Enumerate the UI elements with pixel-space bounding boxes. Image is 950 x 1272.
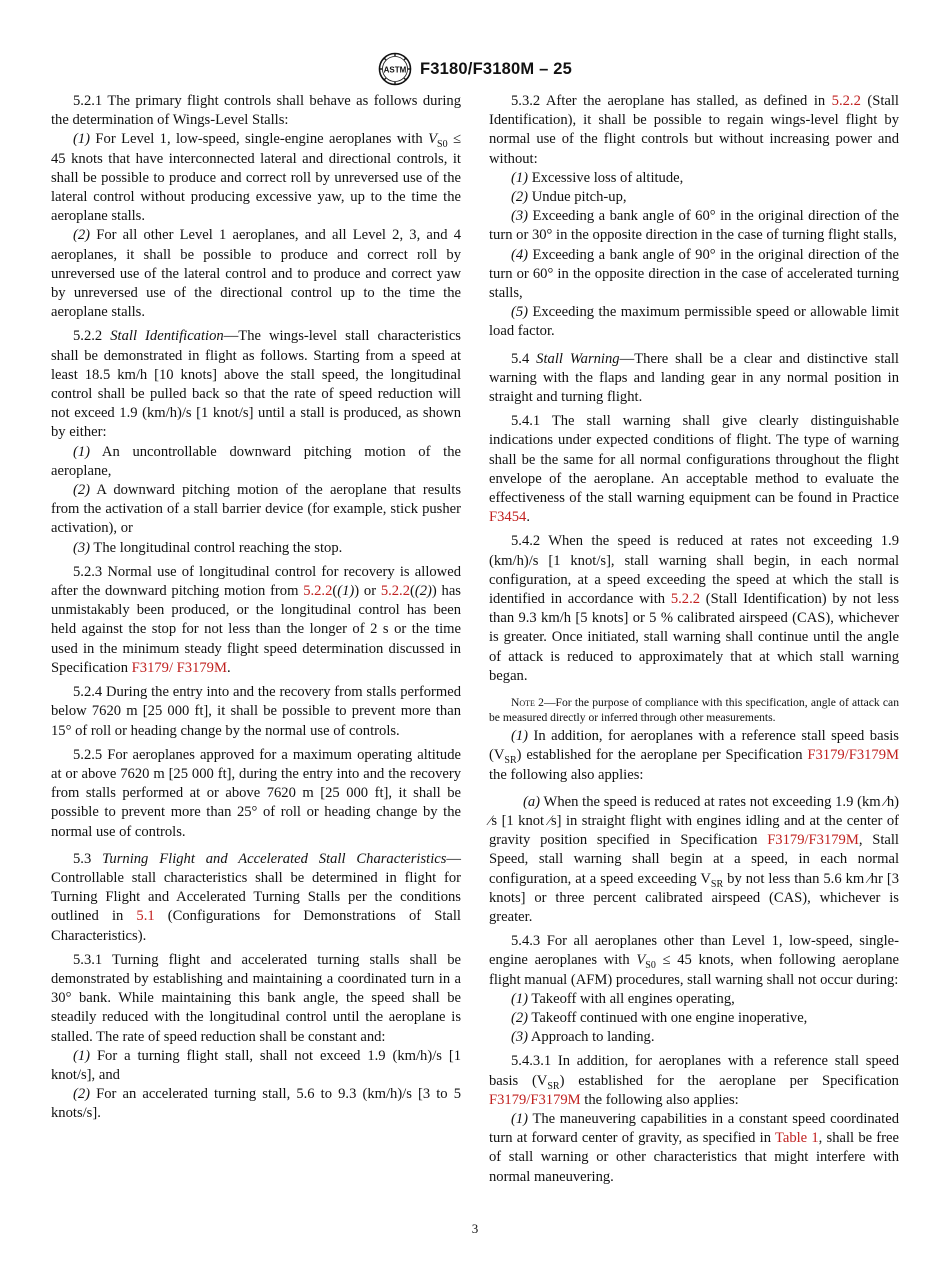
logo-text: ASTM bbox=[383, 65, 407, 75]
note-2: Note 2—For the purpose of compliance with this specification, angle of attack can be measured directly or inferred through other measurements. bbox=[489, 696, 899, 725]
ref-5-2-2[interactable]: 5.2.2 bbox=[380, 583, 410, 600]
document-id: F3180/F3180M – 25 bbox=[420, 59, 572, 78]
paragraph-5-4-1: 5.4.1 The stall warning shall give clearly distinguishable indications under expected conditions of flight. The type of warning shall be the same for all normal configurations throughout the flight envelope of the aeroplane. An acceptable method to evaluate the effectiveness of the stall warning equipment can be found in Practice F3454. bbox=[489, 413, 899, 526]
ref-f3179[interactable]: F3179/F3179M bbox=[489, 1091, 581, 1108]
paragraph-5-3-1-2: (2) For an accelerated turning stall, 5.6 to 9.3 (km/h)/s [3 to 5 knots/s]. bbox=[51, 1086, 461, 1122]
left-column bbox=[51, 92, 461, 1124]
ref-5-2-2[interactable]: 5.2.2 bbox=[303, 583, 333, 600]
paragraph-5-3-2: 5.3.2 After the aeroplane has stalled, as defined in 5.2.2 (Stall Identification), it shall be possible to regain wings-level flight by normal use of the flight controls but without increasing power and without: bbox=[489, 93, 899, 167]
right-column bbox=[489, 92, 899, 1187]
paragraph-5-2-1-2: (2) For all other Level 1 aeroplanes, and all Level 2, 3, and 4 aeroplanes, it shall be possible to produce and correct roll by unreversed use of the lateral control and to produce and correct yaw by unreversed use of the directional control up to the time the aeroplane stalls. bbox=[51, 227, 461, 321]
paragraph-5-2-3: 5.2.3 Normal use of longitudinal control for recovery is allowed after the downward pitching motion from 5.2.2((1)) or 5.2.2((2)) has unmistakably been produced, or the longitudinal control has been held against the stop for not less than the longer of 2 s or the time used in the minimum steady flight speed determination discussed in Specification F3179/ F3179M. bbox=[51, 563, 461, 676]
paragraph-5-3: 5.3 Turning Flight and Accelerated Stall Characteristics—Controllable stall characteristics shall be determined in flight for Turning Flight and Accelerated Turning Stalls per the conditions outlined in 5.1 (Configurations for Demonstrations of Stall Characteristics). bbox=[51, 850, 461, 944]
paragraph-5-3-2-1: (1) Excessive loss of altitude, bbox=[511, 169, 684, 186]
paragraph-5-2-5: 5.2.5 For aeroplanes approved for a maximum operating altitude at or above 7620 m [25 000 ft], during the entry into and the recovery from stalls performed at or above 7620 m [25 000 ft], it shall be possible to prevent more than 25° of roll or heading change by the normal use of controls. bbox=[51, 746, 461, 840]
paragraph-5-2-2-1: (1) An uncontrollable downward pitching motion of the aeroplane, bbox=[51, 443, 461, 479]
paragraph-5-4-3: 5.4.3 For all aeroplanes other than Level 1, low-speed, single-engine aeroplanes with $V_{S0} \le 45$ knots, when following aeroplane flight manual (AFM) procedures, stall warning shall not occur during: bbox=[489, 933, 900, 988]
paragraph-5-2-1-1: (1) For Level 1, low-speed, single-engine aeroplanes with $V_{S0} \le 45$ knots that have interconnected lateral and directional controls, it shall be possible to produce and correct roll by unreversed use of the lateral control without producing excessive yaw, up to the time the aeroplane stalls. bbox=[51, 131, 461, 225]
paragraph-5-4-3-1-item: (1) Takeoff with all engines operating, bbox=[511, 990, 735, 1007]
paragraph-5-2-2-3: (3) The longitudinal control reaching the stop. bbox=[73, 539, 343, 556]
page-number: 3 bbox=[471, 1221, 479, 1236]
ref-5-1[interactable]: 5.1 bbox=[136, 908, 155, 925]
paragraph-5-3-2-3: (3) Exceeding a bank angle of 60° in the original direction of the turn or 30° in the opposite direction in the case of turning flight stalls, bbox=[489, 208, 899, 244]
paragraph-5-2-1: 5.2.1 The primary flight controls shall behave as follows during the determination of Wings-Level Stalls: bbox=[51, 93, 461, 129]
paragraph-5-4-3-2-item: (2) Takeoff continued with one engine inoperative, bbox=[511, 1009, 808, 1026]
paragraph-5-4-3-1: 5.4.3.1 In addition, for aeroplanes with a reference stall speed basis $(V_{SR})$ established for the aeroplane per Specification F3179/F3179M the following also applies: bbox=[489, 1053, 899, 1108]
ref-5-2-2[interactable]: 5.2.2 bbox=[670, 591, 701, 608]
paragraph-5-4-3-3-item: (3) Approach to landing. bbox=[511, 1029, 655, 1046]
ref-f3179[interactable]: F3179/F3179M bbox=[807, 747, 899, 764]
paragraph-5-4-2-1: (1) In addition, for aeroplanes with a reference stall speed basis $(V_{SR})$ established for the aeroplane per Specification F3179/F3179M the following also applies: bbox=[489, 728, 899, 783]
ref-f3179[interactable]: F3179/F3179M bbox=[767, 832, 859, 849]
paragraph-5-3-1: 5.3.1 Turning flight and accelerated turning stalls shall be demonstrated by establishing and maintaining a coordinated turn in a 30° bank. While maintaining this bank angle, the speed shall be steadily reduced with the longitudinal control until the aeroplane is stalled. The rate of speed reduction shall be constant and: bbox=[51, 951, 461, 1045]
ref-f3454[interactable]: F3454 bbox=[489, 509, 527, 526]
paragraph-5-3-2-2: (2) Undue pitch-up, bbox=[511, 189, 627, 206]
paragraph-5-2-4: 5.2.4 During the entry into and the recovery from stalls performed below 7620 m [25 000 ft], it shall be possible to prevent more than 15° of roll or heading change by the normal use of controls. bbox=[51, 684, 461, 739]
paragraph-5-3-1-1: (1) For a turning flight stall, shall not exceed 1.9 (km/h)/s [1 knot/s], and bbox=[51, 1047, 461, 1083]
astm-logo bbox=[378, 52, 412, 86]
paragraph-5-4-2-1-a: (a) When the speed is reduced at rates not exceeding 1.9 (km ⁄h) ⁄s [1 knot ⁄s] in straight flight with engines idling and at the center of gravity position specified in Specification F3179/F3179M, Stall Speed, stall warning shall begin at a speed, in each normal configuration, at a speed exceeding $V_{SR}$ by not less than 5.6 km ⁄hr [3 knots] or three percent calibrated airspeed (CAS), whichever is greater. bbox=[489, 793, 899, 925]
page-header bbox=[0, 52, 950, 86]
ref-5-2-2[interactable]: 5.2.2 bbox=[831, 93, 861, 109]
ref-f3179[interactable]: F3179/ F3179M bbox=[131, 659, 227, 676]
paragraph-5-4: 5.4 Stall Warning—There shall be a clear and distinctive stall warning with the flaps and landing gear in any normal position in straight and turning flight. bbox=[489, 350, 899, 406]
paragraph-5-2-2-2: (2) A downward pitching motion of the aeroplane that results from the activation of a stall barrier device (for example, stick pusher activation), or bbox=[51, 482, 462, 537]
paragraph-5-3-2-4: (4) Exceeding a bank angle of 90° in the original direction of the turn or 60° in the opposite direction in the case of accelerated turning stalls, bbox=[489, 246, 899, 302]
ref-table-1[interactable]: Table 1 bbox=[774, 1130, 819, 1147]
paragraph-5-2-2: 5.2.2 Stall Identification—The wings-level stall characteristics shall be demonstrated in flight as follows. Starting from a speed at least 18.5 km/h [10 knots] above the stall speed, the longitudinal control shall be pulled back so that the rate of speed reduction will not exceed 1.9 (km/h)/s [1 knot/s] until a stall is produced, as shown by either: bbox=[51, 328, 461, 441]
paragraph-5-3-2-5: (5) Exceeding the maximum permissible speed or allowable limit load factor. bbox=[489, 304, 899, 340]
paragraph-5-4-3-1-1: (1) The maneuvering capabilities in a constant speed coordinated turn at forward center of gravity, as specified in Table 1, shall be free of stall warning or other characteristics that might interfere with normal maneuvering. bbox=[489, 1110, 899, 1185]
paragraph-5-4-2: 5.4.2 When the speed is reduced at rates not exceeding 1.9 (km/h)/s [1 knot/s], stall warning shall begin, in each normal configuration, at a speed exceeding the speed at which the stall is identified in accordance with 5.2.2 (Stall Identification) by not less than 9.3 km/h [5 knots] or 5 % calibrated airspeed (CAS), whichever is greater. Once initiated, stall warning shall continue until the angle of attack is reduced to approximately that at which stall warning began. bbox=[489, 533, 899, 684]
